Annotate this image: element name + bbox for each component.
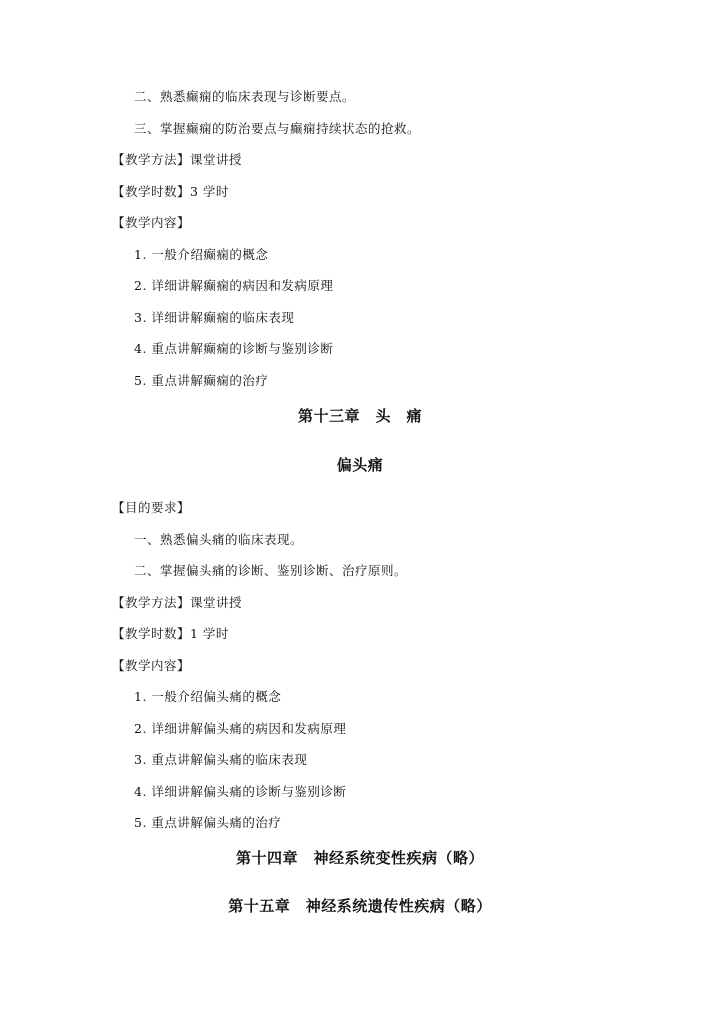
content-item-3: 3. 重点讲解偏头痛的临床表现 [134, 752, 308, 767]
content-item-2: 2. 详细讲解偏头痛的病因和发病原理 [134, 721, 347, 736]
content-item-1: 1. 一般介绍癫痫的概念 [134, 247, 269, 262]
teaching-method: 【教学方法】课堂讲授 [112, 595, 243, 610]
teaching-method: 【教学方法】课堂讲授 [112, 152, 243, 167]
objective-item-1: 一、熟悉偏头痛的临床表现。 [134, 532, 304, 547]
content-item-5: 5. 重点讲解偏头痛的治疗 [134, 815, 282, 830]
chapter-13-title: 第十三章 头 痛 [297, 407, 422, 425]
content-item-2: 2. 详细讲解癫痫的病因和发病原理 [134, 278, 334, 293]
teaching-hours: 【教学时数】3 学时 [112, 184, 229, 199]
content-item-5: 5. 重点讲解癫痫的治疗 [134, 373, 269, 388]
chapter-14-title: 第十四章 神经系统变性疾病（略） [235, 849, 484, 867]
content-item-4: 4. 详细讲解偏头痛的诊断与鉴别诊断 [134, 784, 347, 799]
chapter-15-title: 第十五章 神经系统遗传性疾病（略） [228, 897, 492, 915]
teaching-content-heading: 【教学内容】 [112, 658, 191, 673]
content-item-3: 3. 详细讲解癫痫的临床表现 [134, 310, 295, 325]
teaching-hours: 【教学时数】1 学时 [112, 626, 229, 641]
objective-item-3: 三、掌握癫痫的防治要点与癫痫持续状态的抢救。 [134, 121, 421, 136]
section-title-migraine: 偏头痛 [336, 456, 384, 474]
objective-item-2: 二、熟悉癫痫的临床表现与诊断要点。 [134, 89, 356, 104]
content-item-1: 1. 一般介绍偏头痛的概念 [134, 689, 282, 704]
content-item-4: 4. 重点讲解癫痫的诊断与鉴别诊断 [134, 341, 334, 356]
teaching-content-heading: 【教学内容】 [112, 215, 191, 230]
objective-item-2: 二、掌握偏头痛的诊断、鉴别诊断、治疗原则。 [134, 563, 408, 578]
objectives-heading: 【目的要求】 [112, 500, 191, 515]
